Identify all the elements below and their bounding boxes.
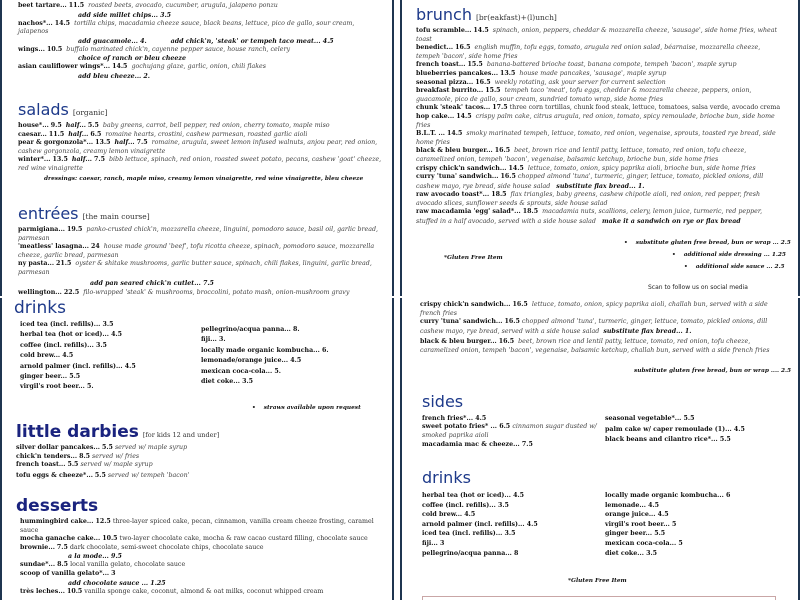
menu-item: breakfast burrito... 15.5 tempeh taco 'meat', tofu eggs, cheddar & mozzarella cheeze, peppers, onion, guacamole, pico de gallo, sour cream, sundried tomato wrap, side home fries [416,87,752,103]
gluten-free-note: *Gluten Free Item [568,578,627,584]
menu-item: ny pasta... 21.5 oyster & shitake mushrooms, garlic butter sauce, spinach, chili flakes, linguini, garlic bread, parmesan [18,260,372,276]
menu-item: silver dollar pancakes... 5.5 served w/ maple syrup [16,444,188,451]
salads-section [18,100,382,184]
menu-item: seasonal pizza... 16.5 weekly rotating, ask your server for current selection [416,78,666,86]
sandwiches-section [420,301,776,356]
menu-item: caesar... 11.5 half... 6.5 romaine hearts, crostini, cashew parmesan, roasted garlic aioli [18,130,308,138]
menu-item: blueberries pancakes... 13.5 house made pancakes, 'sausage', maple syrup [416,69,667,77]
drinks-section [14,298,382,411]
drinks-right-column: locally made organic kombucha... 6 lemonade... 4.5 orange juice... 4.5 virgil's root beer... 5 ginger beer... 5.5 mexican coca-cola... 5 diet coke... 3.5 [605,492,731,557]
menu-item: french toast... 5.5 served w/ maple syrup [16,461,153,469]
section-heading: entrées [the main course] [18,204,150,223]
straws-note: • straws available upon request [252,405,361,411]
add-on: add side millet chips... 3.5 [78,11,172,19]
section-heading: drinks [14,298,66,318]
menu-item: nachos*... 14.5 tortilla chips, macadamia cheeze sauce, black beans, lettuce, pico de gallo, sour cream, jalapenos [18,19,355,36]
social-media-note: Scan to follow us on social media [648,284,748,291]
menu-item: black & bleu burger... 16.5 beet, brown rice and lentil patty, lettuce, tomato, red onion, tofu cheeze, caramelized onion, tempeh 'bacon', vegenaise, balsamic ketchup, challah bun, served with a side french fries [420,338,770,354]
drinks-section [422,468,788,558]
menu-item: curry 'tuna' sandwich... 16.5 chopped almond 'tuna', turmeric, ginger, lettuce, tomato, pickled onions, dill cashew mayo, rye bread, served with a side house salad substitute flax bread... 1. [420,318,768,335]
menu-item: tofu scramble... 14.5 spinach, onion, peppers, cheddar & mozzarella cheeze, 'sausage', side home fries, wheat toast [416,27,778,43]
menu-photo-drinks-desserts [0,298,394,600]
menu-item: raw avocado toast*... 18.5 flax triangles, baby greens, cashew chipotle aioli, red onion, red pepper, fresh avocado slices, sunflower seeds & sprouts, side house salad [416,191,761,207]
menu-photo-brunch: brunch [br(eakfast)+(l)unch] tofu scramble... 14.5 spinach, onion, peppers, cheddar & mozzarella cheeze, 'sausage', side home fries, wheat toast benedict... 16.5 english muffin, tofu eggs, tomato, arugula red onion salad, béarnaise, mozzarella cheeze, tempeh 'bacon', side home fries french toast... 15.5 banana-battered brioche toast, banana compote, tempeh 'bacon', maple syrup blueberries pancakes... 13.5 house made pancakes, 'sausage', maple syrup seasonal pizza... 16.5 weekly rotating, ask your server for current selection breakfast burrito... 15.5 tempeh taco 'meat', tofu eggs, cheddar & mozzarella cheeze, peppers, onion, guacamole, pico de gallo, sour cream, sundried tomato wrap, side home fries chunk 'steak' tacos... 17.5 three corn tortillas, chunk food steak, lettuce, tomatoes, salsa verde, avocado crema hop cake... 14.5 crispy palm cake, citrus arugula, red onion, tomato, spicy remoulade, brioche bun, side home fries B.L.T. ... 14.5 smoky marinated tempeh, lettuce, tomato, red onion, vegenaise, sprouts, toasted rye bread, side home fries black & bleu burger... 16.5 beet, brown rice and lentil patty, lettuce, tomato, red onion, tofu cheeze, caramelized onion, tempeh 'bacon', vegenaise, balsamic ketchup, brioche bun, side home fries crispy chick'n sandwich... 14.5 lettuce, tomato, onion, spicy paprika aioli, brioche bun, side home fries curry 'tuna' sandwich... 16.5 chopped almond 'tuna', turmeric, ginger, lettuce, tomato, pickled onions, dill cashew mayo, rye bread, side house salad substitute flax bread... 1. raw avocado toast*... 18.5 flax triangles, baby greens, cashew chipotle aioli, red onion, red pepper, fresh avocado slices, sunflower seeds & sprouts, side house salad raw macadamia 'egg' salad*... 18.5 macadamia nuts, scallions, celery, lemon juice, turmeric, red pepper, stuffed in a half avocado, served with a side house salad make it a sandwich on rye or flax bread • substitute gluten free bread, bun or wrap ... 2.5 • additional side dressing ... 1.25 • additional side sauce ... 2.5 *Gluten Free Item Scan to follow us on social media [400,0,800,296]
section-heading: salads [organic] [18,100,108,119]
menu-item: scoop of vanilla gelato*... 3 [20,569,116,577]
substitute-note: substitute gluten free bread, bun or wrap .... 2.5 [634,368,792,374]
menu-item: black & bleu burger... 16.5 beet, brown rice and lentil patty, lettuce, tomato, red onion, tofu cheeze, caramelized onion, tempeh 'bacon', vegenaise, balsamic ketchup, brioche bun, side home fries [416,147,747,163]
menu-item: mocha ganache cake... 10.5 two-layer chocolate cake, mocha & raw cacao custard filling, chocolate sauce [20,535,368,543]
section-heading: drinks [422,468,471,487]
sides-left-column: french fries*... 4.5 sweet potato fries* ... 6.5 cinnamon sugar dusted w/ smoked paprika aioli macadamia mac & cheeze... 7.5 [422,415,597,449]
gluten-free-note: *Gluten Free Item [444,255,503,261]
menu-item: crispy chick'n sandwich... 14.5 lettuce, tomato, onion, spicy paprika aioli, brioche bun, side home fries [416,164,756,172]
desserts-section [16,496,382,596]
menu-item: hop cake... 14.5 crispy palm cake, citrus arugula, red onion, tomato, spicy remoulade, brioche bun, side home fries [416,112,775,129]
menu-item: B.L.T. ... 14.5 smoky marinated tempeh, lettuce, tomato, red onion, vegenaise, sprouts, toasted rye bread, side home fries [416,130,776,146]
menu-item: sundae*... 8.5 local vanilla gelato, chocolate sauce [20,561,186,569]
add-on: add guacamole... 4. add chick'n, 'steak' or tempeh taco meat... 4.5 [78,37,334,45]
menu-item: winter*... 13.5 half... 7.5 bibb lettuce, spinach, red onion, roasted sweet potato, pecans, cashew 'goat' cheeze, red wine vinaigrette [18,156,382,172]
section-heading: little darbies [for kids 12 and under] [16,422,220,442]
menu-item: wings... 10.5 buffalo marinated chick'n, cayenne pepper sauce, house ranch, celery [18,45,291,53]
sides-section [422,392,788,449]
menu-item: chick'n tenders... 8.5 served w/ fries [16,452,140,460]
menu-photo-entrees [0,0,394,296]
decorative-box [422,596,776,600]
add-on: add chocolate sauce ... 1.25 [68,579,166,587]
drinks-right-column: pellegrino/acqua panna... 8. fiji... 3. locally made organic kombucha... 6. lemonade/orange juice... 4.5 mexican coca-cola... 5. diet coke... 3.5 [201,326,329,386]
section-heading: brunch [br(eakfast)+(l)unch] [416,5,557,24]
kids-section [16,422,382,480]
menu-item: hummingbird cake... 12.5 three-layer spiced cake, pecan, cinnamon, vanilla cream cheeze frosting, caramel sauce [20,518,374,534]
menu-photo-sides-drinks [400,298,800,600]
menu-item: wellington... 22.5 filo-wrapped 'steak' & mushrooms, broccolini, potato mash, onion-mushroom gravy [18,288,350,296]
menu-item: beet tartare... 11.5 roasted beets, avocado, cucumber, arugula, jalapeno ponzu [18,2,278,9]
dressings-note: dressings: caesar, ranch, maple miso, creamy lemon vinaigrette, red wine vinaigrette, bleu cheeze [44,175,364,182]
add-on: a la mode... 9.5 [68,553,122,561]
appetizers-section [18,2,382,81]
menu-item: curry 'tuna' sandwich... 16.5 chopped almond 'tuna', turmeric, ginger, lettuce, tomato, pickled onions, dill cashew mayo, rye bread, side house salad substitute flax bread... 1. [416,173,764,190]
menu-item: brownie... 7.5 dark chocolate, semi-sweet chocolate chips, chocolate sauce [20,543,264,551]
menu-item: raw macadamia 'egg' salad*... 18.5 macadamia nuts, scallions, celery, lemon juice, turmeric, red pepper, stuffed in a half avocado, served with a side house salad make it a sandwich on rye or flax bread [416,208,763,226]
section-heading: desserts [16,496,99,516]
section-heading: sides [422,392,464,411]
menu-item: tofu eggs & cheeze*... 5.5 served w/ tempeh 'bacon' [16,471,190,479]
menu-item: french toast... 15.5 banana-battered brioche toast, banana compote, tempeh 'bacon', maple syrup [416,61,737,69]
add-on: choice of ranch or bleu cheeze [78,55,187,63]
menu-item: chunk 'steak' tacos... 17.5 three corn tortillas, chunk food steak, lettuce, tomatoes, salsa verde, avocado crema [416,104,781,112]
menu-item: house*... 9.5 half... 5.5 baby greens, carrot, bell pepper, red onion, cherry tomato, maple miso [18,122,330,129]
menu-item: asian cauliflower wings*... 14.5 gochujang glaze, garlic, onion, chili flakes [18,63,266,71]
menu-item: crispy chick'n sandwich... 16.5 lettuce, tomato, onion, spicy paprika aioli, challah bun, served with a side french fries [420,301,768,317]
add-on: add pan seared chick'n cutlet... 7.5 [90,279,214,287]
menu-item: parmigiana... 19.5 panko-crusted chick'n, mozzarella cheeze, linguini, pomodoro sauce, basil oil, garlic bread, parmesan [18,226,379,242]
add-on: add bleu cheeze... 2. [78,72,150,80]
menu-item: pear & gorgonzola*... 13.5 half... 7.5 romaine, arugula, sweet lemon infused walnuts, anjou pear, red onion, cashew gorgonzola, creamy lemon vinaigrette [18,139,378,155]
entrees-section [18,204,382,296]
menu-item: benedict... 16.5 english muffin, tofu eggs, tomato, arugula red onion salad, béarnaise, mozzarella cheeze, tempeh 'bacon', side home fries [416,44,761,60]
drinks-left-column: iced tea (incl. refills)... 3.5 herbal tea (hot or iced)... 4.5 coffee (incl. refills)... 3.5 cold brew... 4.5 arnold palmer (incl. refills)... 4.5 ginger beer... 5.5 virgil's root beer... 5. [20,321,136,391]
menu-item: 'meatless' lasagna... 24 house made ground 'beef', tofu ricotta cheeze, spinach, pomodoro sauce, mozzarella cheeze, garlic bread, parmesan [18,243,375,259]
drinks-left-column: herbal tea (hot or iced)... 4.5 coffee (incl. refills)... 3.5 cold brew... 4.5 arnold palmer (incl. refills)... 4.5 iced tea (incl. refills)... 3.5 fiji... 3 pellegrino/acqua panna... 8 [422,492,538,557]
menu-item: très leches... 10.5 vanilla sponge cake, coconut, almond & oat milks, coconut whipped cream [20,587,324,595]
brunch-section [416,5,782,227]
sides-right-column: seasonal vegetable*... 5.5 palm cake w/ caper remoulade (1)... 4.5 black beans and cilantro rice*... 5.5 [605,415,745,443]
